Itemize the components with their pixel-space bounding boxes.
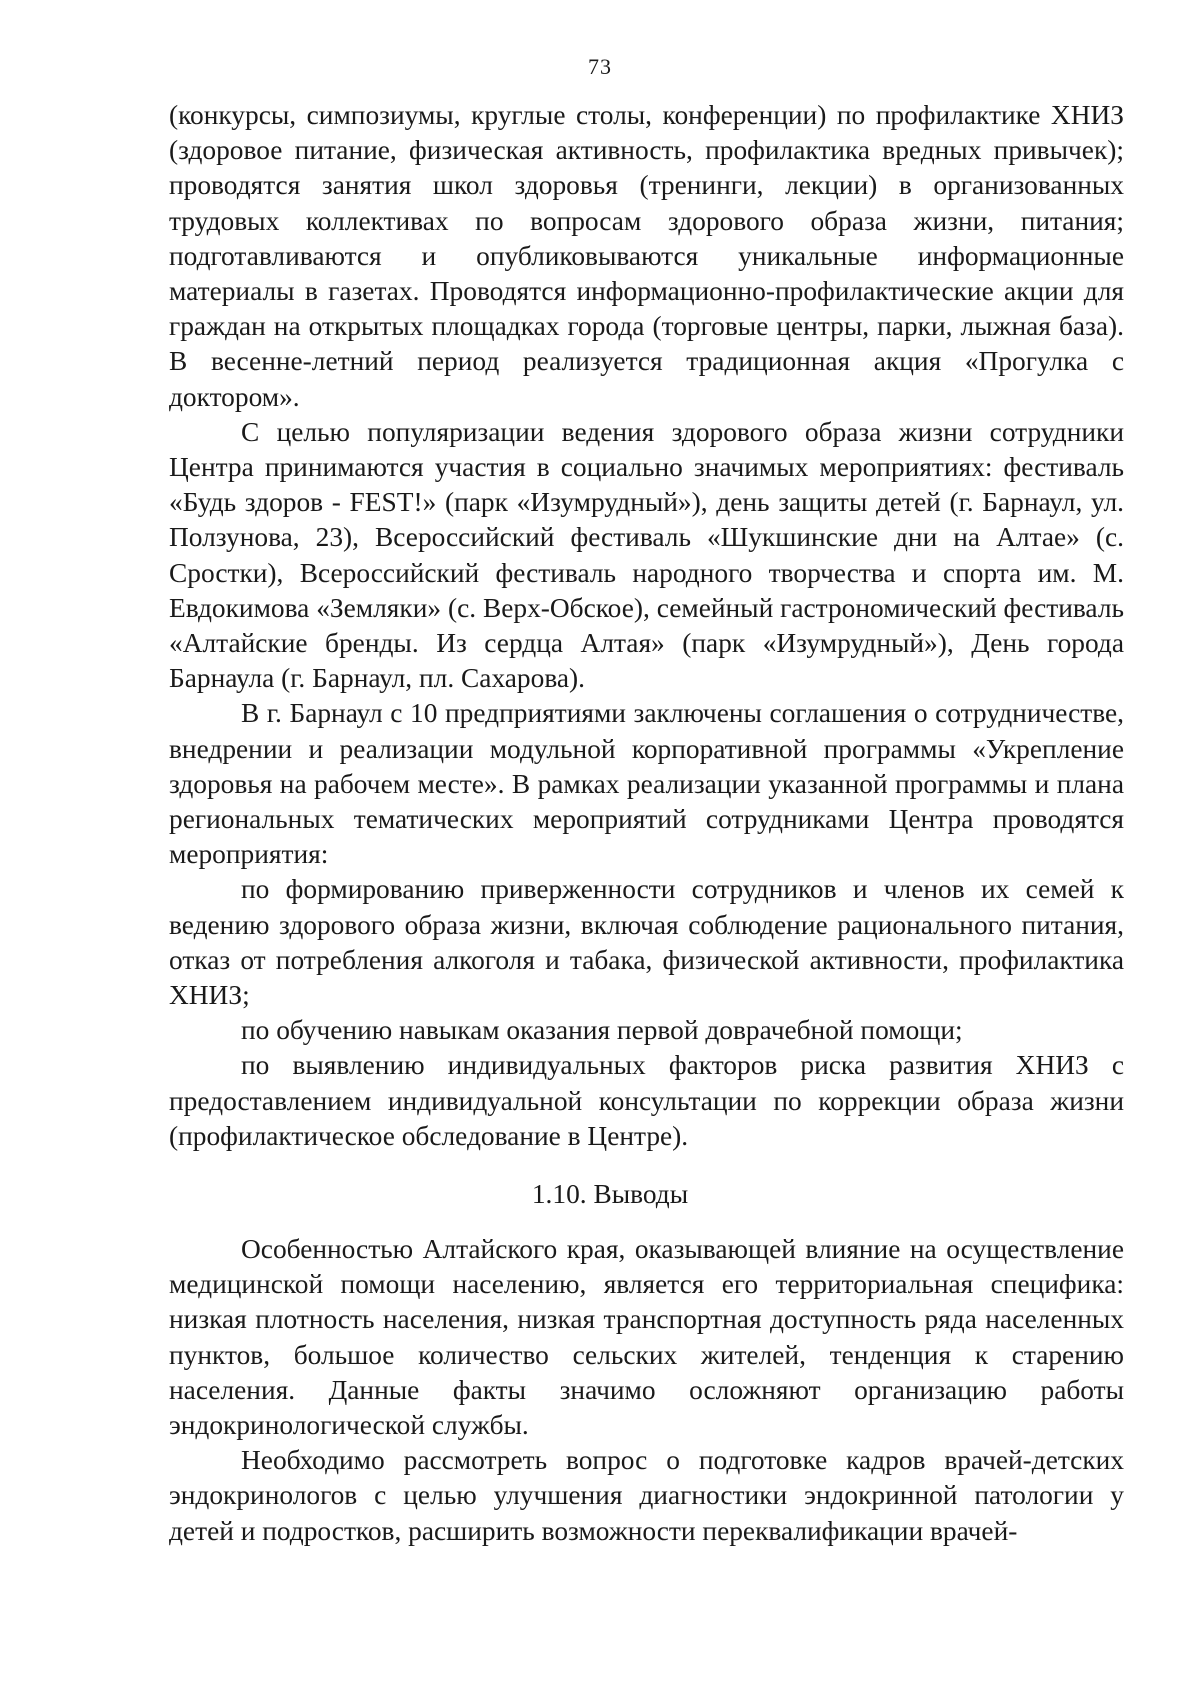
paragraph-regional-specifics: Особенностью Алтайского края, оказывающей влияние на осуществление медицинской помощи населению, является его территориальная специфика: низкая плотность населения, низкая транспортная доступность ряда населенных пунктов, большое количество сельских жителей, тенденция к старению населения. Данные факты значимо осложняют организацию работы эндокринологической службы. [169,1234,1124,1441]
paragraph-list-item-risk-factors: по выявлению индивидуальных факторов риска развития ХНИЗ с предоставлением индивидуальной консультации по коррекции образа жизни (профилактическое обследование в Центре). [169,1050,1124,1151]
paragraph-healthy-lifestyle-events: С целью популяризации ведения здорового образа жизни сотрудники Центра принимаются участия в социально значимых мероприятиях: фестиваль «Будь здоров - FEST!» (парк «Изумрудный»), день защиты детей (г. Барнаул, ул. Ползунова, 23), Всероссийский фестиваль «Шукшинские дни на Алтае» (с. Сростки), Всероссийский фестиваль народного творчества и спорта им. М. Евдокимова «Земляки» (с. Верх-Обское), семейный гастрономический фестиваль «Алтайские бренды. Из сердца Алтая» (парк «Изумрудный»), День города Барнаула (г. Барнаул, пл. Сахарова). [169,416,1124,694]
document-body-bottom [169,1232,1124,1549]
paragraph-barnaul-agreements: В г. Барнаул с 10 предприятиями заключены соглашения о сотрудничестве, внедрении и реализации модульной корпоративной программы «Укрепление здоровья на рабочем месте». В рамках реализации указанной программы и плана региональных тематических мероприятий сотрудниками Центра проводятся мероприятия: [169,698,1124,870]
section-heading-conclusions: 1.10. Выводы [531,1179,689,1209]
paragraph-staff-training: Необходимо рассмотреть вопрос о подготовке кадров врачей-детских эндокринологов с целью улучшения диагностики эндокринной патологии у детей и подростков, расширить возможности переквалификации врачей- [169,1445,1124,1546]
document-body-top [169,98,1124,1154]
paragraph-list-item-first-aid: по обучению навыкам оказания первой доврачебной помощи; [241,1015,963,1046]
page-number: 73 [588,54,612,79]
paragraph-list-item-commitment: по формированию приверженности сотрудников и членов их семей к ведению здорового образа жизни, включая соблюдение рационального питания, отказ от потребления алкоголя и табака, физической активности, профилактика ХНИЗ; [169,874,1124,1011]
paragraph-prevention-events: (конкурсы, симпозиумы, круглые столы, конференции) по профилактике ХНИЗ (здоровое питание, физическая активность, профилактика вредных привычек); проводятся занятия школ здоровья (тренинги, лекции) в организованных трудовых коллективах по вопросам здорового образа жизни, питания; подготавливаются и опубликовываются уникальные информационные материалы в газетах. Проводятся информационно-профилактические акции для граждан на открытых площадках города (торговые центры, парки, лыжная база). В весенне-летний период реализуется традиционная акция «Прогулка с доктором». [169,100,1124,412]
